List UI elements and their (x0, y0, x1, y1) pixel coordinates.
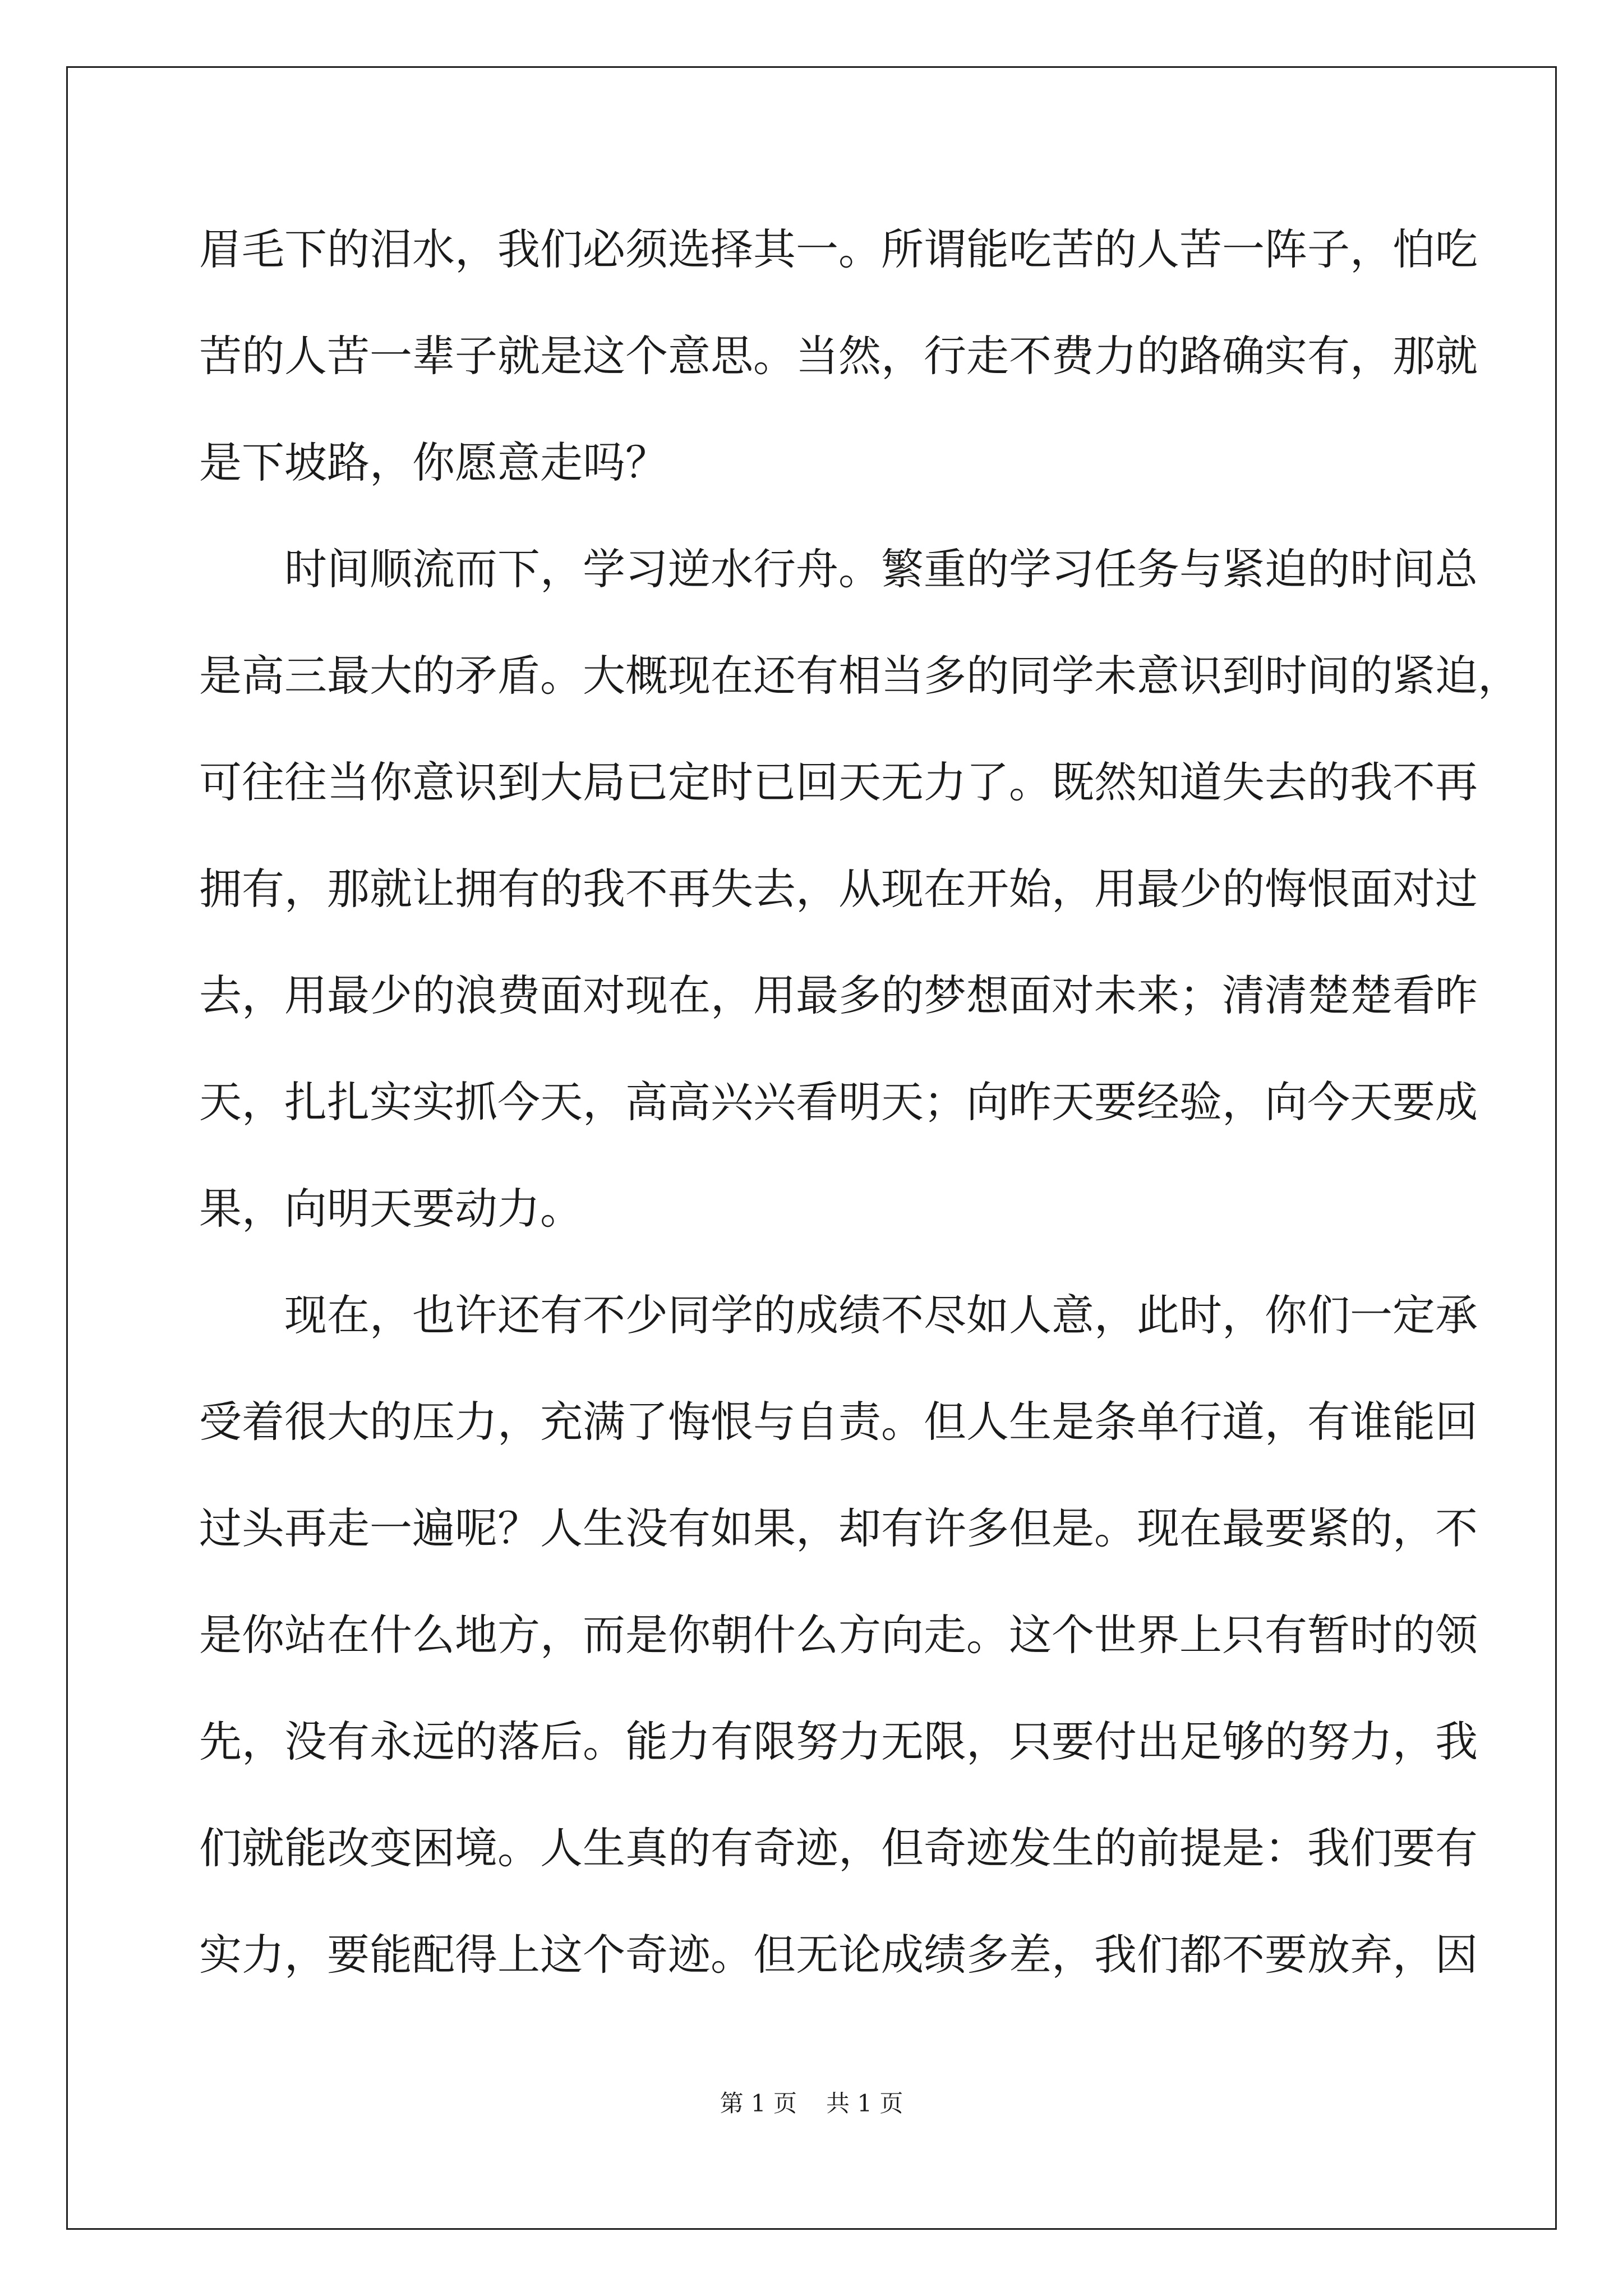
text-line: 是你站在什么地方，而是你朝什么方向走。这个世界上只有暂时的领 (199, 1610, 1478, 1660)
paragraph-first-line: 现在，也许还有不少同学的成绩不尽如人意，此时，你们一定承 (284, 1290, 1478, 1340)
text-line: 是高三最大的矛盾。大概现在还有相当多的同学未意识到时间的紧迫， (199, 651, 1520, 701)
document-body (199, 215, 1520, 2027)
text-line: 受着很大的压力，充满了悔恨与自责。但人生是条单行道，有谁能回 (199, 1397, 1478, 1447)
text-line: 们就能改变困境。人生真的有奇迹，但奇迹发生的前提是：我们要有 (199, 1823, 1478, 1873)
text-line: 可往往当你意识到大局已定时已回天无力了。既然知道失去的我不再 (199, 757, 1478, 807)
page-number: 第 1 页 (720, 2090, 797, 2117)
text-line: 过头再走一遍呢？人生没有如果，却有许多但是。现在最要紧的，不 (199, 1503, 1478, 1553)
text-line: 眉毛下的泪水，我们必须选择其一。所谓能吃苦的人苦一阵子，怕吃 (199, 224, 1478, 274)
text-line: 实力，要能配得上这个奇迹。但无论成绩多差，我们都不要放弃，因 (199, 1930, 1478, 1980)
paragraph-first-line: 时间顺流而下，学习逆水行舟。繁重的学习任务与紧迫的时间总 (284, 544, 1478, 594)
page-total: 共 1 页 (826, 2090, 903, 2117)
page-footer (0, 2087, 1623, 2120)
text-line: 果，向明天要动力。 (199, 1184, 583, 1234)
text-line: 去，用最少的浪费面对现在，用最多的梦想面对未来；清清楚楚看昨 (199, 970, 1478, 1020)
text-line: 是下坡路，你愿意走吗？ (199, 438, 668, 487)
text-line: 先，没有永远的落后。能力有限努力无限，只要付出足够的努力，我 (199, 1717, 1478, 1766)
text-line: 拥有，那就让拥有的我不再失去，从现在开始，用最少的悔恨面对过 (199, 864, 1478, 914)
text-line: 苦的人苦一辈子就是这个意思。当然，行走不费力的路确实有，那就 (199, 331, 1478, 381)
text-line: 天，扎扎实实抓今天，高高兴兴看明天；向昨天要经验，向今天要成 (199, 1077, 1478, 1127)
